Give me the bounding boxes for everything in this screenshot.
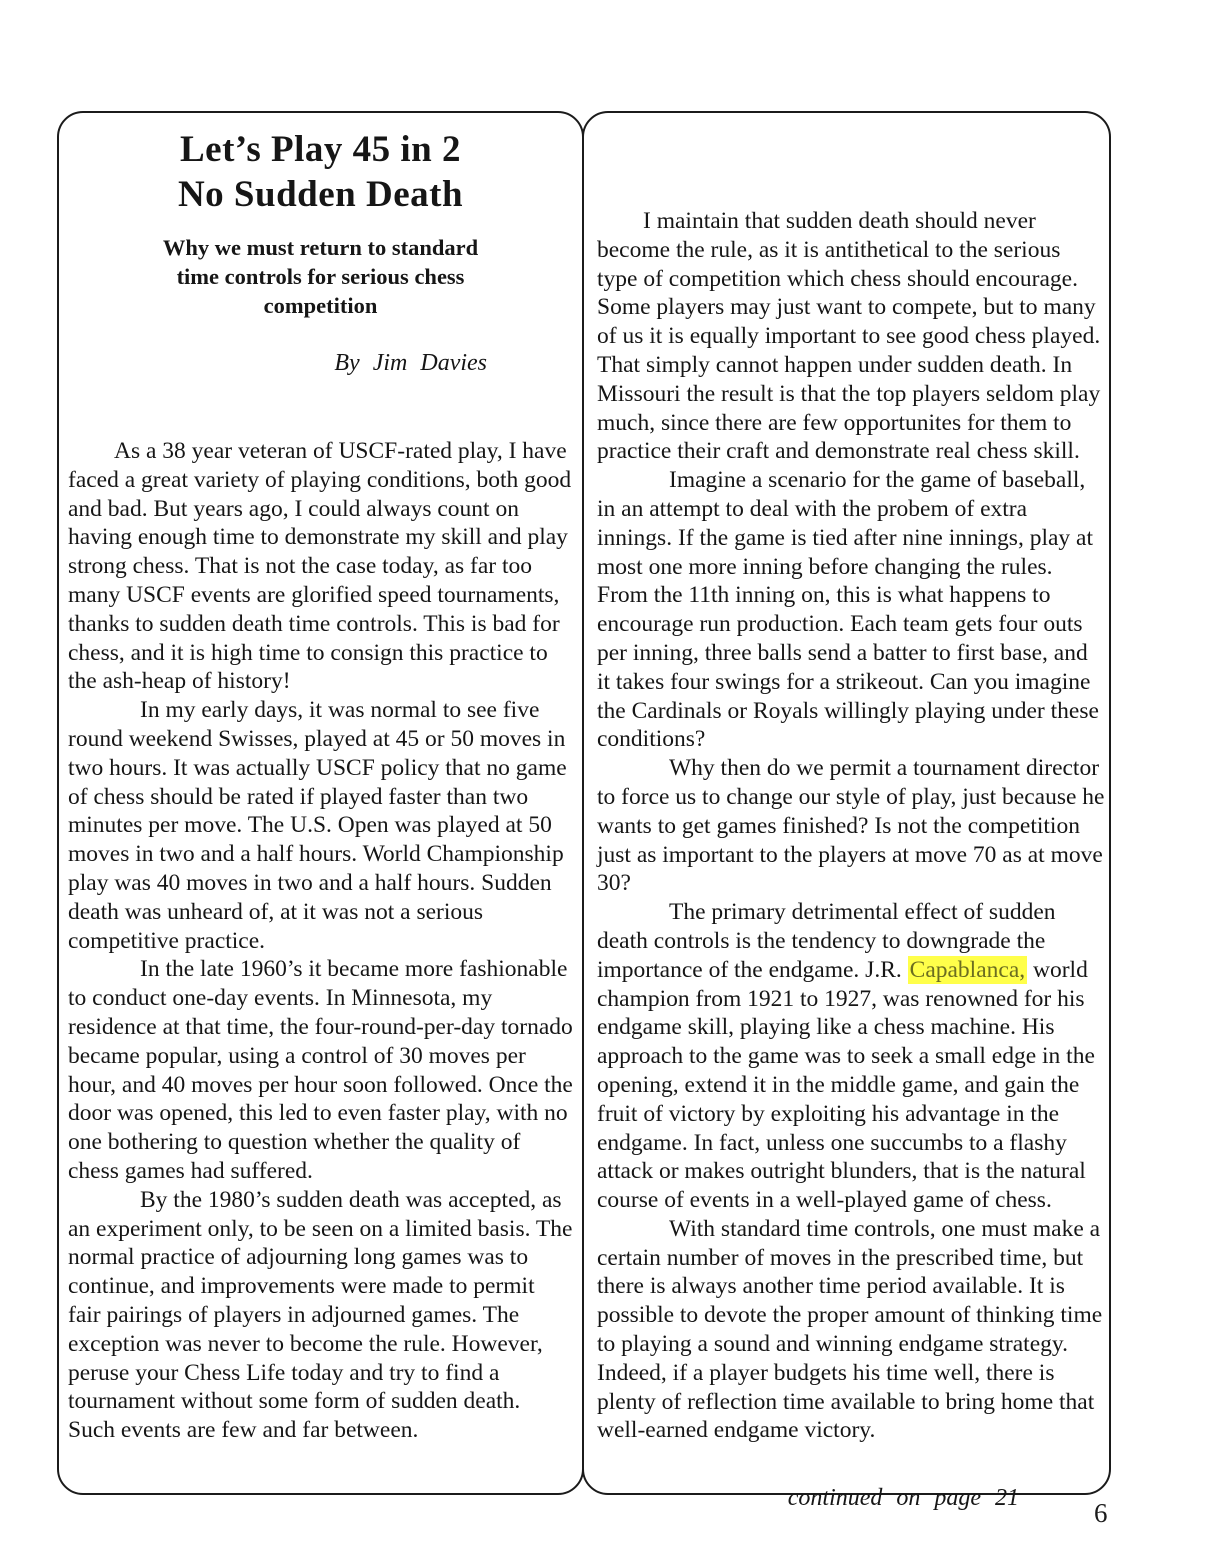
article-title	[69, 127, 572, 217]
paragraph: I maintain that sudden death should never become the rule, as it is antithetical to the serious type of competition which chess should encourage. Some players may just want to compete, but to many of us it is equally important to see good chess played. That simply cannot happen under sudden death. In Missouri the result is that the top players seldom play much, since there are few opportunites for them to practice their craft and demonstrate real chess skill.	[597, 208, 1101, 465]
right-column-panel	[582, 111, 1111, 1512]
left-column-panel	[57, 111, 584, 1495]
paragraph: Imagine a scenario for the game of baseball, in an attempt to deal with the probem of extra innings. If the game is tied after nine innings, play at most one more inning before changing the rules. From the 11th inning on, this is what happens to encourage run production. Each team gets four outs per inning, three balls send a batter to first base, and it takes four swings for a strikeout. Can you imagine the Cardinals or Royals willingly playing under these conditions?	[597, 467, 1099, 753]
article-subtitle-line2: time controls for serious chess	[176, 264, 465, 289]
highlighted-text-capablanca: Capablanca,	[909, 956, 1026, 983]
paragraph: By the 1980’s sudden death was accepted, as an experiment only, to be seen on a limited basis. The normal practice of adjourning long games was to continue, and improvements were made to permit fair pairings of players in adjourned games. The exception was never to become the rule. However, peruse your Chess Life today and try to find a tournament without some form of sudden death. Such events are few and far between.	[68, 1186, 573, 1444]
paragraph	[597, 898, 1105, 1215]
left-body-text	[59, 437, 582, 1445]
paragraph-text-before-highlight: The primary detrimental effect of sudden death controls is the tendency to downgrade the importance of the endgame. J.R.	[597, 899, 1056, 983]
paragraph-text-after-highlight: world champion from 1921 to 1927, was renowned for his endgame skill, playing like a chess machine. His approach to the game was to seek a small edge in the opening, extend it in the middle game, and gain the fruit of victory by exploiting his advantage in the endgame. In fact, unless one succumbs to a flashy attack or makes outright blunders, that is the natural course of events in a well-played game of chess.	[597, 956, 1095, 1214]
article-subtitle	[83, 233, 558, 320]
article-subtitle-line3: competition	[263, 293, 378, 318]
article-title-line1: Let’s Play 45 in 2	[179, 129, 461, 170]
paragraph: With standard time controls, one must make a certain number of moves in the prescribed time, but there is always another time period available. It is possible to devote the proper amount of thinking time to playing a sound and winning endgame strategy. Indeed, if a player budgets his time well, there is plenty of reflection time available to bring home that well-earned endgame victory.	[597, 1215, 1103, 1444]
paragraph: In the late 1960’s it became more fashionable to conduct one-day events. In Minnesota, my residence at that time, the four-round-per-day tornado became popular, using a control of 30 moves per hour, and 40 moves per hour soon followed. Once the door was opened, this led to even faster play, with no one bothering to question whether the quality of chess games had suffered.	[68, 956, 573, 1184]
article-title-line2: No Sudden Death	[177, 174, 464, 215]
byline: By Jim Davies	[334, 350, 487, 376]
article-subtitle-line1: Why we must return to standard	[162, 235, 479, 260]
paragraph: Why then do we permit a tournament director to force us to change our style of play, just because he wants to get games finished? Is not the competition just as important to the players at move 70 as at move 30?	[597, 755, 1105, 897]
paragraph: In my early days, it was normal to see five round weekend Swisses, played at 45 or 50 moves in two hours. It was actually USCF policy that no game of chess should be rated if played faster than two minutes per move. The U.S. Open was played at 50 moves in two and a half hours. World Championship play was 40 moves in two and a half hours. Sudden death was unheard of, at it was not a serious competitive practice.	[68, 697, 567, 954]
right-body-text	[584, 207, 1109, 1445]
paragraph: As a 38 year veteran of USCF-rated play, I have faced a great variety of playing conditions, both good and bad. But years ago, I could always count on having enough time to demonstrate my skill and play strong chess. That is not the case today, as far too many USCF events are glorified speed tournaments, thanks to sudden death time controls. This is bad for chess, and it is high time to consign this practice to the ash-heap of history!	[68, 438, 572, 695]
page-number: 6	[1094, 1498, 1108, 1528]
continued-on-page-note: continued on page 21	[787, 1485, 1019, 1512]
